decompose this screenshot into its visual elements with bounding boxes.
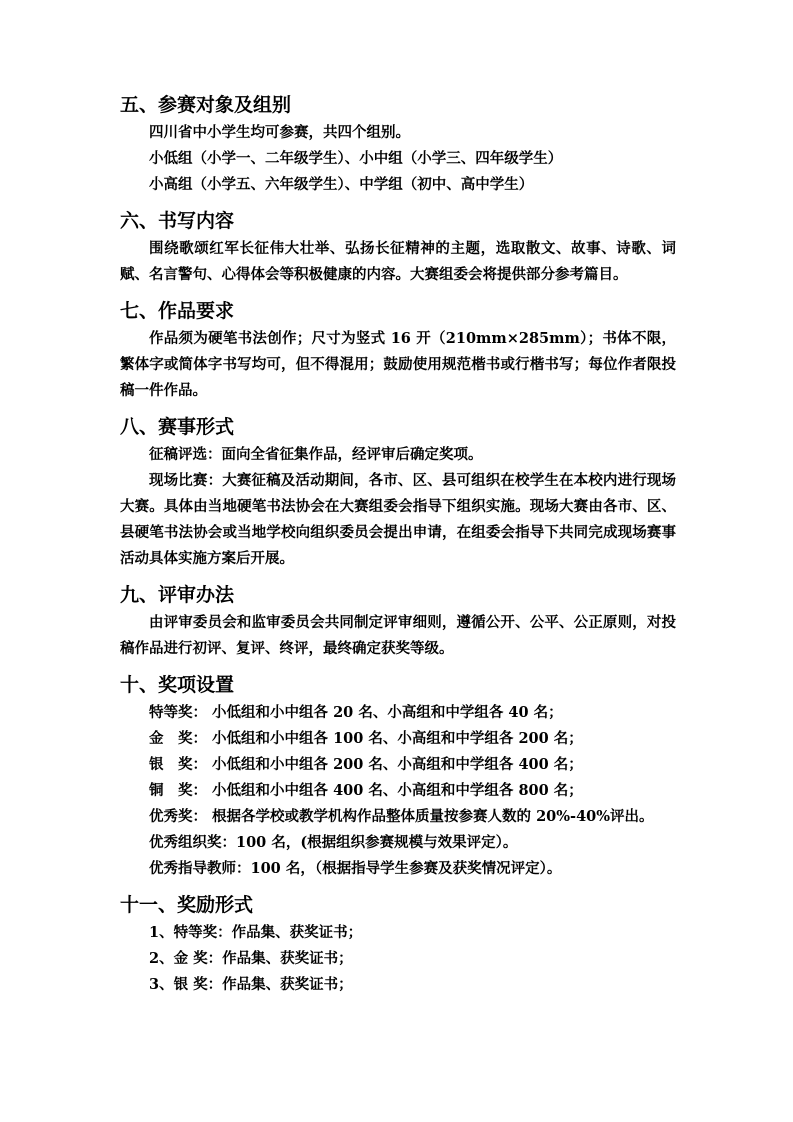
paragraph: 小低组（小学一、二年级学生）、小中组（小学三、四年级学生） [149,150,563,167]
section-heading: 六、书写内容 [120,210,235,232]
document-content [120,92,676,998]
paragraph: 四川省中小学生均可参赛，共四个组别。 [149,124,410,141]
section-participants [120,92,676,198]
section-awards [120,672,676,882]
section-review-method [120,582,676,662]
list-item: 3、银 奖：作品集、获奖证书； [149,976,353,993]
award-line: 优秀指导教师：100 名，（根据指导学生参赛及获奖情况评定）。 [149,860,562,877]
section-writing-content [120,208,676,288]
paragraph: 现场比赛：大赛征稿及活动期间，各市、区、县可组织在校学生在本校内进行现场大赛。具体由当地硬笔书法协会在大赛组委会指导下组织实施。现场大赛由各市、区、县硬笔书法协会或当地学校向组织委员会提出申请，在组委会指导下共同完成现场赛事活动具体实施方案后开展。 [120,472,676,567]
section-heading: 八、赛事形式 [120,416,235,438]
paragraph: 作品须为硬笔书法创作；尺寸为竖式 16 开（210mm×285mm）；书体不限，繁体字或简体字书写均可，但不得混用；鼓励使用规范楷书或行楷书写；每位作者限投稿一件作品。 [120,330,676,399]
award-line: 金 奖： 小低组和小中组各 100 名、小高组和中学组各 200 名； [149,730,583,747]
paragraph: 由评审委员会和监审委员会共同制定评审细则，遵循公开、公平、公正原则，对投稿作品进行初评、复评、终评，最终确定获奖等级。 [120,614,676,657]
section-heading: 七、作品要求 [120,300,235,322]
paragraph: 小高组（小学五、六年级学生）、中学组（初中、高中学生） [149,176,534,193]
section-event-format [120,414,676,572]
list-item: 2、金 奖：作品集、获奖证书； [149,950,353,967]
section-heading: 十一、奖励形式 [120,894,254,916]
award-line: 特等奖： 小低组和小中组各 20 名、小高组和中学组各 40 名； [149,704,563,721]
list-item: 1、特等奖：作品集、获奖证书； [149,924,363,941]
section-reward-forms [120,892,676,998]
award-line: 优秀奖： 根据各学校或教学机构作品整体质量按参赛人数的 20%-40%评出。 [149,808,654,825]
section-heading: 九、评审办法 [120,584,235,606]
section-heading: 五、参赛对象及组别 [120,94,292,116]
award-line: 银 奖： 小低组和小中组各 200 名、小高组和中学组各 400 名； [149,756,583,773]
paragraph: 围绕歌颂红军长征伟大壮举、弘扬长征精神的主题，选取散文、故事、诗歌、词赋、名言警句、心得体会等积极健康的内容。大赛组委会将提供部分参考篇目。 [120,240,676,283]
section-heading: 十、奖项设置 [120,674,235,696]
award-line: 优秀组织奖：100 名，(根据组织参赛规模与效果评定）。 [149,834,518,851]
paragraph: 征稿评选：面向全省征集作品，经评审后确定奖项。 [149,446,483,463]
award-line: 铜 奖： 小低组和小中组各 400 名、小高组和中学组各 800 名； [149,782,583,799]
section-work-requirements [120,298,676,404]
